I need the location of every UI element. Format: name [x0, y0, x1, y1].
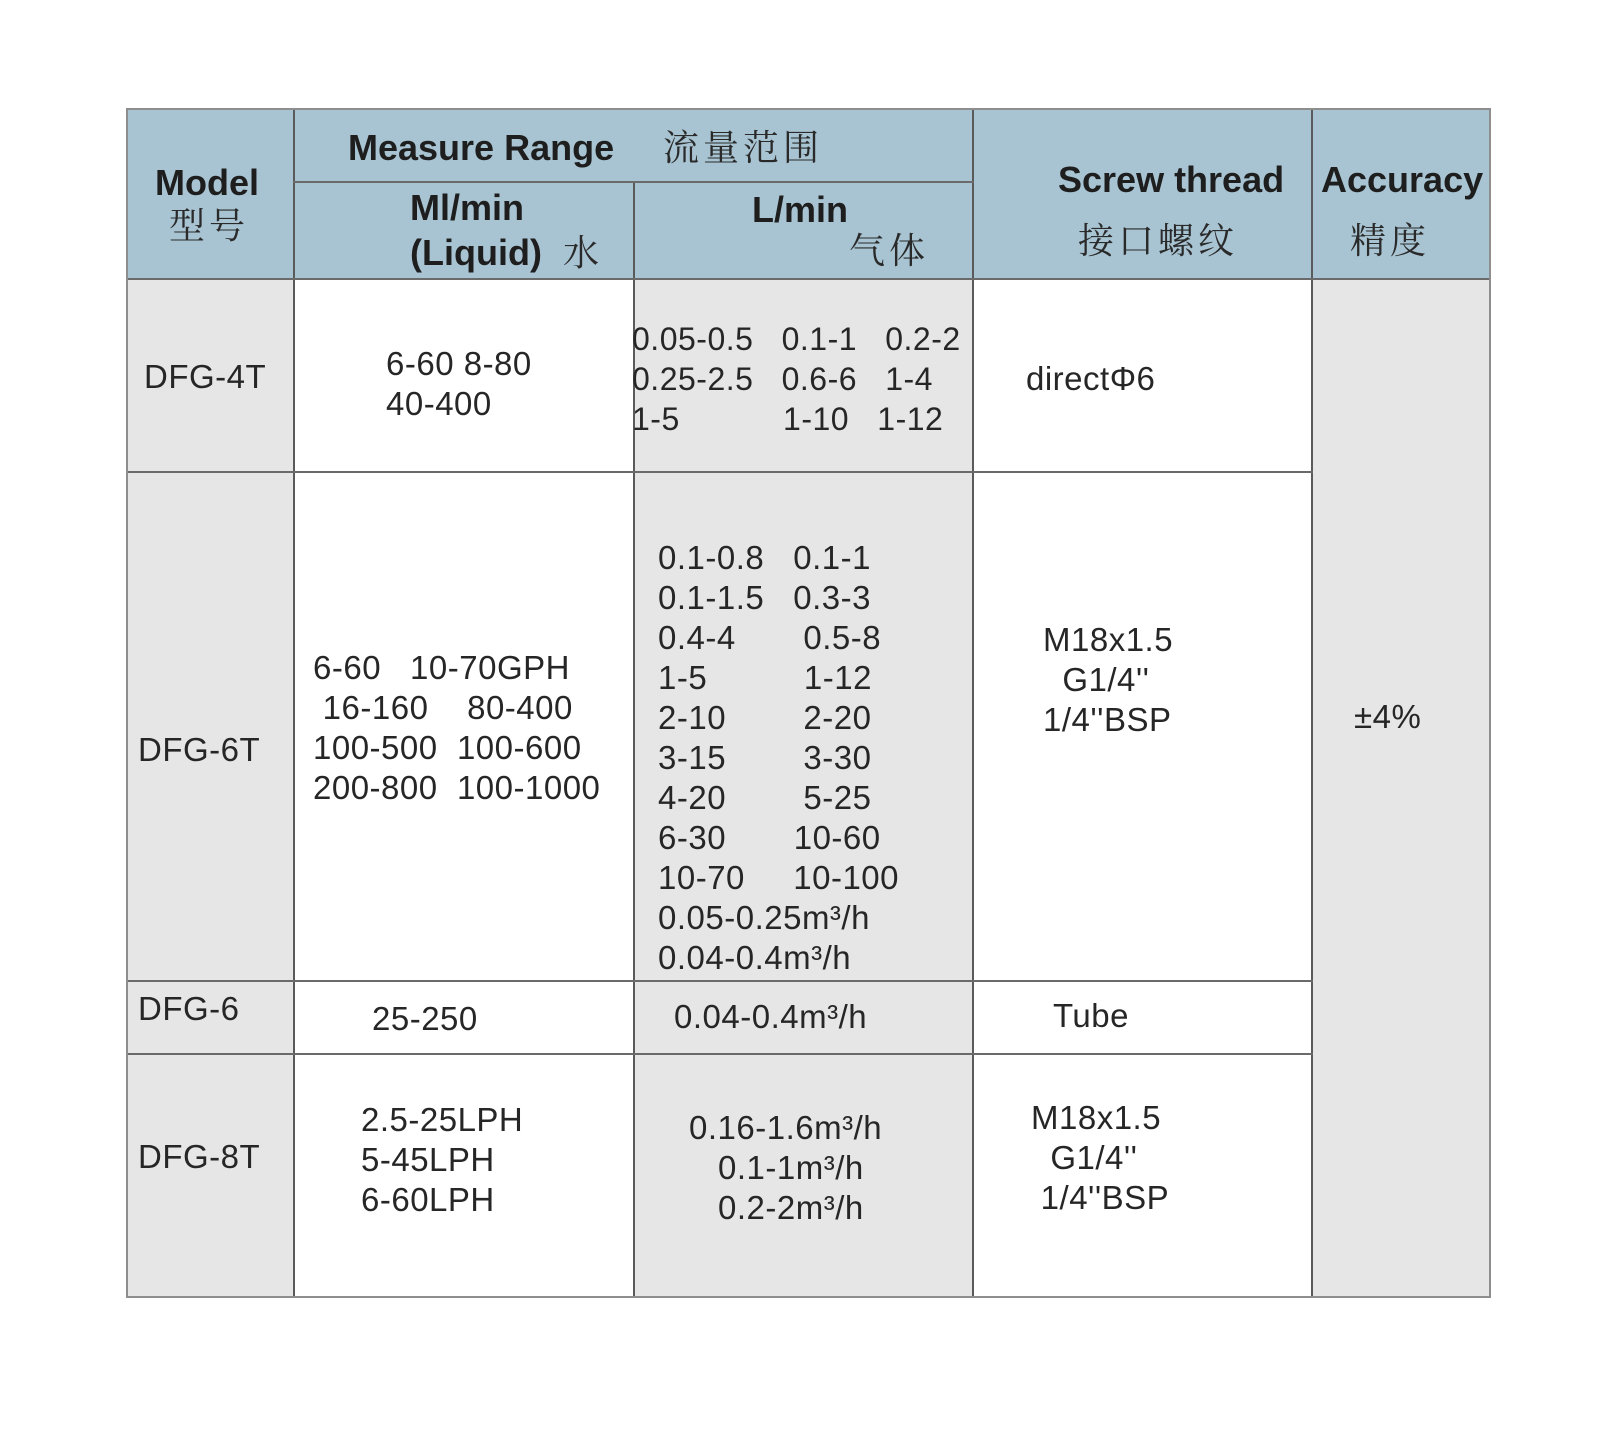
header-accuracy-cn: 精度	[1350, 220, 1431, 261]
accuracy-value: ±4%	[1354, 698, 1422, 735]
header-model-en: Model	[155, 162, 259, 203]
row-screw: directΦ6	[1026, 360, 1156, 397]
grid-line-h-row1	[128, 471, 1313, 473]
row-l-min: 0.04-0.4m³/h	[674, 998, 868, 1035]
header-ml-min: Ml/min	[410, 187, 524, 228]
grid-line-h-row3	[128, 1053, 1313, 1055]
row-screw: M18x1.5 G1/4'' 1/4''BSP	[1043, 621, 1174, 738]
grid-line-h-header	[128, 278, 1489, 280]
row-model: DFG-6T	[138, 731, 261, 768]
row-l-min: 0.1-0.8 0.1-1 0.1-1.5 0.3-3 0.4-4 0.5-8 1-5 1-12 2-10 2-20 3-15 3-30 4-20 5-25 6-30 10-60 10-70 10-100 0.05-0.25m³/h 0.04-0.4m³/h	[658, 539, 899, 976]
row-ml-min: 6-60 10-70GPH 16-160 80-400 100-500 100-600 200-800 100-1000	[313, 649, 601, 806]
header-l-min: L/min	[752, 189, 848, 230]
header-measure-range-en: Measure Range	[348, 127, 615, 168]
header-liquid-cn: 水	[563, 232, 604, 273]
row-ml-min: 2.5-25LPH 5-45LPH 6-60LPH	[361, 1101, 524, 1218]
row-model: DFG-4T	[144, 358, 267, 395]
header-model-cn: 型号	[169, 205, 250, 246]
accuracy-column-bg	[1313, 280, 1489, 1296]
row-l-min: 0.16-1.6m³/h 0.1-1m³/h 0.2-2m³/h	[689, 1109, 883, 1226]
grid-line-v1	[293, 110, 295, 1296]
header-gas-cn: 气体	[849, 230, 930, 271]
row-model: DFG-8T	[138, 1138, 261, 1175]
header-screw-cn: 接口螺纹	[1078, 220, 1239, 261]
row-screw: Tube	[1053, 997, 1129, 1034]
grid-line-h-measure	[293, 181, 974, 183]
grid-line-h-row2	[128, 980, 1313, 982]
grid-line-v4	[1311, 110, 1313, 1296]
header-measure-range-cn: 流量范围	[663, 127, 824, 168]
row-screw: M18x1.5 G1/4'' 1/4''BSP	[1031, 1099, 1170, 1216]
grid-line-v3	[972, 110, 974, 1296]
row-ml-min: 6-60 8-80 40-400	[386, 345, 532, 422]
header-accuracy-en: Accuracy	[1321, 159, 1484, 200]
header-screw-en: Screw thread	[1058, 159, 1285, 200]
spec-table	[126, 108, 1491, 1298]
row-l-min: 0.05-0.5 0.1-1 0.2-2 0.25-2.5 0.6-6 1-4 1-5 1-10 1-12	[632, 321, 961, 437]
row-model: DFG-6	[138, 990, 240, 1027]
header-liquid-en: (Liquid)	[410, 232, 542, 273]
row-ml-min: 25-250	[372, 1000, 478, 1037]
